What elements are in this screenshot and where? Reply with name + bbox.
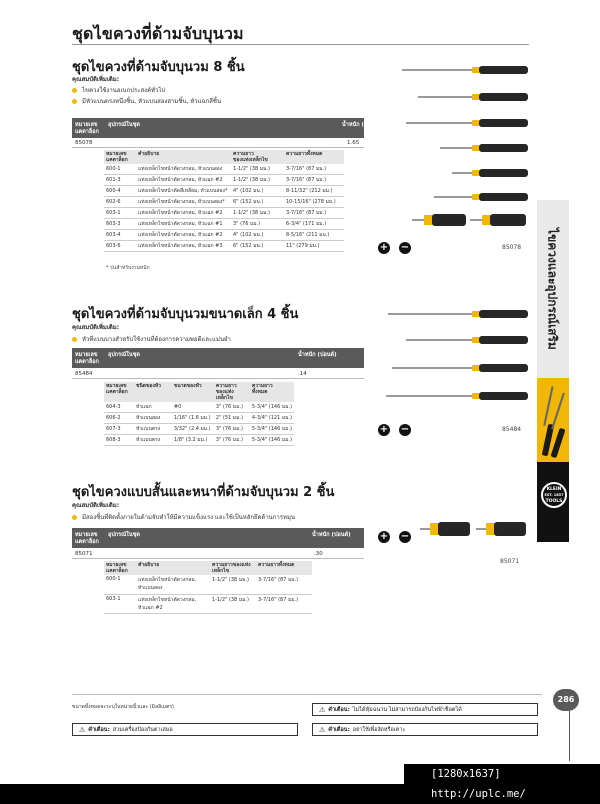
screwdriver-icon (388, 310, 528, 318)
bullet-icon (72, 88, 77, 93)
warning-text: สวมเครื่องป้องกันตาเสมอ (112, 726, 173, 733)
section-1-image-code: 85078 (502, 244, 522, 251)
section-2-table (104, 382, 294, 446)
table-row (104, 208, 344, 219)
header-contents: อุปกรณ์ในชุด (108, 532, 140, 538)
watermark-text: [1280x1637] http://uplc.me/ (404, 764, 600, 784)
cell: 6" (152 มม.) (231, 241, 284, 252)
col-header: ความยาว ของแท่ง เหล็กไข (214, 382, 250, 402)
warning-box (312, 723, 538, 736)
title-divider (72, 44, 529, 45)
header-weight: น้ำหนัก (ปอนด์) (298, 352, 337, 358)
screwdriver-icon (406, 336, 528, 344)
page-title: ชุดไขควงที่ด้ามจับบุนวม (72, 24, 244, 43)
logo-bottom-text: TOOLS (545, 499, 563, 504)
table-row (104, 241, 344, 252)
header-catalog: หมายเลข แคตาล็อก (75, 532, 99, 545)
table-row (104, 230, 344, 241)
cell: 3" (76 มม.) (214, 435, 250, 446)
cell: 603-1 (104, 594, 136, 613)
col-header: ความยาวทั้งหมด (284, 150, 344, 164)
cell: 3-7/16" (87 มม.) (256, 594, 312, 613)
warning-label: คำเตือน: (88, 726, 110, 733)
cell: 6-3/4" (171 มม.) (284, 219, 344, 230)
table-header-row (104, 150, 344, 164)
cell: 603-3 (104, 219, 136, 230)
section-3-header-bar (72, 528, 364, 548)
cell: แท่งเหล็กไขหน้าตัดวงกลม, หัวแฉก #2 (136, 230, 231, 241)
bullet-icon (72, 99, 77, 104)
cell: 1-1/2" (38 มม.) (210, 575, 256, 594)
klein-tools-logo (541, 482, 567, 508)
cell: 3-7/16" (87 มม.) (256, 575, 312, 594)
table-row (104, 175, 344, 186)
cell: 600-4 (104, 186, 136, 197)
table-row (104, 186, 344, 197)
cell: แท่งเหล็กไขหน้าตัดวงกลม, หัวแฉก #2 (136, 594, 210, 613)
header-weight: น้ำหนัก (ปอนด์) (342, 122, 381, 128)
table-row (104, 413, 294, 424)
cell: 3-7/16" (87 มม.) (284, 175, 344, 186)
sku-weight: .30 (314, 551, 323, 557)
cell: 600-1 (104, 164, 136, 175)
cell: 8-5/16" (211 มม.) (284, 230, 344, 241)
phillips-symbol-icon: + (379, 242, 389, 253)
warning-text: อย่าใช้เพื่องัดหรือเคาะ (352, 726, 406, 733)
screwdriver-photo-icon (537, 378, 569, 462)
feature-text: มีหัวแบนตรงหนึ่งชิ้น, หัวแบนสองสามชิ้น, หัวแฉกสี่ชิ้น (82, 98, 222, 105)
side-tab-label: ไขควงและอุปกรณ์เสริม (545, 228, 560, 350)
feature-text: มีสองชิ้นที่ติดตั้งภายในด้ามจับทำให้มีความแข็งแรง และใช้เป็นหลักยึดด้านการหมุน (82, 514, 296, 521)
cell: แท่งเหล็กไขหน้าตัดวงกลม, หัวแฉก #1 (136, 219, 231, 230)
feature-text: หัวที่แบนบางสำหรับใช้งานที่ต้องการความพอดีและแม่นยำ (82, 336, 231, 343)
cell: 1-1/2" (38 มม.) (231, 208, 284, 219)
warning-text: ไม่ได้หุ้มฉนวน ไม่สามารถป้องกันไฟฟ้าช็อตได้ (352, 706, 462, 713)
cell: 3/32" (2.4 มม.) (172, 424, 214, 435)
col-header: คำอธิบาย (136, 561, 210, 575)
section-3-table (104, 561, 312, 614)
header-contents: อุปกรณ์ในชุด (108, 122, 140, 128)
table-row (104, 402, 294, 413)
cell: 4" (102 มม.) (231, 230, 284, 241)
section-3-feature-1 (72, 512, 295, 522)
cell: 4" (102 มม.) (231, 186, 284, 197)
cell: 606-2 (104, 413, 134, 424)
cell: 604-3 (104, 402, 134, 413)
table-row (104, 435, 294, 446)
table-row (104, 594, 312, 613)
slotted-symbol-icon: − (400, 242, 410, 253)
warning-label: คำเตือน: (328, 706, 350, 713)
feature-text: ไขควงใช้งานอเนกประสงค์ทั่วไป (82, 87, 166, 94)
col-header: หมายเลข แคตาล็อก (104, 382, 134, 402)
table-row (104, 219, 344, 230)
warning-triangle-icon: ⚠ (319, 725, 326, 734)
col-header: ความยาวทั้งหมด (256, 561, 312, 575)
cell: 5-3/4" (146 มม.) (250, 435, 294, 446)
cell: #0 (172, 402, 214, 413)
stubby-screwdriver-icon (412, 214, 466, 226)
section-2-sku-row (72, 370, 364, 379)
cell: 11" (279 มม.) (284, 241, 344, 252)
cell: 2" (51 มม.) (214, 413, 250, 424)
col-header: ขนาดของหัว (172, 382, 214, 402)
cell: แท่งเหล็กไขหน้าตัดวงกลม, หัวแบนสอง* (136, 197, 231, 208)
cell: 607-3 (104, 424, 134, 435)
footer-divider (72, 694, 542, 695)
table-header-row (104, 561, 312, 575)
sku-number: 85484 (75, 371, 93, 377)
cell: 603-6 (104, 241, 136, 252)
cell: แท่งเหล็กไขหน้าตัดสี่เหลี่ยม, หัวแบนสอง* (136, 186, 231, 197)
cell: 6" (152 มม.) (231, 197, 284, 208)
stubby-screwdriver-icon (476, 522, 526, 536)
cell: หัวแบนตรง (134, 435, 172, 446)
table-row (104, 197, 344, 208)
table-row (104, 424, 294, 435)
cell: 3" (76 มม.) (214, 424, 250, 435)
section-1-table (104, 150, 344, 252)
col-header: ความยาว ทั้งหมด (250, 382, 294, 402)
warning-label: คำเตือน: (328, 726, 350, 733)
section-1-title: ชุดไขควงที่ด้ามจับบุนวม 8 ชิ้น (72, 60, 245, 75)
col-header: ความยาว ของแท่งเหล็กไข (231, 150, 284, 164)
page-edge-line (569, 711, 570, 761)
cell: 5-3/4" (146 มม.) (250, 402, 294, 413)
section-1-feature-1 (72, 85, 165, 95)
section-3-sku-row (72, 550, 364, 559)
cell: 1-1/2" (38 มม.) (210, 594, 256, 613)
cell: 603-1 (104, 208, 136, 219)
cell: หัวแบนตรง (134, 424, 172, 435)
sku-weight: .14 (298, 371, 307, 377)
warning-triangle-icon: ⚠ (79, 725, 86, 734)
screwdriver-icon (434, 193, 528, 201)
screwdriver-icon (386, 392, 528, 400)
cell: 5-3/4" (146 มม.) (250, 424, 294, 435)
table-row (104, 164, 344, 175)
screwdriver-icon (452, 169, 528, 177)
table-header-row (104, 382, 294, 402)
cell: 600-1 (104, 575, 136, 594)
section-1-footnote: * รุ่นสำหรับงานหนัก (106, 265, 150, 271)
cell: 601-3 (104, 175, 136, 186)
bullet-icon (72, 515, 77, 520)
section-1-sku-row (72, 139, 364, 148)
side-tab-yellow-block (537, 378, 569, 462)
cell: แท่งเหล็กไขหน้าตัดวงกลม, หัวแบนสอง (136, 164, 231, 175)
slotted-symbol-icon: − (400, 531, 410, 542)
stubby-screwdriver-icon (420, 522, 470, 536)
screwdriver-icon (440, 144, 528, 152)
sku-number: 85071 (75, 551, 93, 557)
cell: 1/16" (1.6 มม.) (172, 413, 214, 424)
warning-box (312, 703, 538, 716)
cell: 608-3 (104, 435, 134, 446)
header-contents: อุปกรณ์ในชุด (108, 352, 140, 358)
section-2-header-bar (72, 348, 364, 368)
phillips-symbol-icon: + (379, 531, 389, 542)
section-1-feature-2 (72, 96, 221, 106)
phillips-symbol-icon: + (379, 424, 389, 435)
section-3-title: ชุดไขควงแบบสั้นและหนาที่ด้ามจับบุนวม 2 ชิ้น (72, 485, 335, 500)
logo-top-text: KLEIN (546, 487, 562, 492)
screwdriver-icon (406, 119, 528, 127)
section-2-feature-1 (72, 334, 231, 344)
unit-note: ขนาดทั้งหมดจะระบุในหน่วยนิ้วและ (มิลลิเมตร) (72, 704, 174, 710)
slotted-symbol-icon: − (400, 424, 410, 435)
cell: 1-1/2" (38 มม.) (231, 164, 284, 175)
col-header: คำอธิบาย (136, 150, 231, 164)
cell: หัวแบนสอง (134, 413, 172, 424)
col-header: หมายเลข แคตาล็อก (104, 561, 136, 575)
section-3-image-code: 85071 (500, 558, 520, 565)
sku-weight: 1.65 (347, 140, 360, 146)
cell: 10-15/16" (278 มม.) (284, 197, 344, 208)
sku-number: 85078 (75, 140, 93, 146)
col-header: หมายเลข แคตาล็อก (104, 150, 136, 164)
section-3-features-label: คุณสมบัติเพิ่มเติม: (72, 502, 120, 509)
cell: 8-11/32" (212 มม.) (284, 186, 344, 197)
cell: 3" (76 มม.) (231, 219, 284, 230)
header-catalog: หมายเลข แคตาล็อก (75, 122, 99, 135)
cell: 3-7/16" (87 มม.) (284, 208, 344, 219)
cell: แท่งเหล็กไขหน้าตัดวงกลม, หัวแฉก #2 (136, 175, 231, 186)
warning-box (72, 723, 298, 736)
section-2-image-code: 85484 (502, 426, 522, 433)
section-1-header-bar (72, 118, 381, 138)
screwdriver-icon (402, 66, 528, 74)
cell: 1/8" (3.2 มม.) (172, 435, 214, 446)
cell: 602-6 (104, 197, 136, 208)
header-catalog: หมายเลข แคตาล็อก (75, 352, 99, 365)
col-header: ความยาวของแท่ง เหล็กไข (210, 561, 256, 575)
cell: แท่งเหล็กไขหน้าตัดวงกลม, หัวแฉก #2 (136, 208, 231, 219)
screwdriver-icon (392, 364, 528, 372)
warning-triangle-icon: ⚠ (319, 705, 326, 714)
logo-middle-text: EST. 1857 (544, 493, 564, 497)
section-1-features-label: คุณสมบัติเพิ่มเติม: (72, 76, 120, 83)
screwdriver-icon (418, 93, 528, 101)
cell: แท่งเหล็กไขหน้าตัดวงกลม, หัวแบนสอง (136, 575, 210, 594)
bullet-icon (72, 337, 77, 342)
page-number: 286 (553, 689, 579, 711)
section-2-features-label: คุณสมบัติเพิ่มเติม: (72, 324, 120, 331)
cell: 603-4 (104, 230, 136, 241)
cell: 3-7/16" (87 มม.) (284, 164, 344, 175)
cell: หัวแฉก (134, 402, 172, 413)
cell: 3" (76 มม.) (214, 402, 250, 413)
section-2-title: ชุดไขควงที่ด้ามจับบุนวมขนาดเล็ก 4 ชิ้น (72, 307, 299, 322)
col-header: ชนิดของหัว (134, 382, 172, 402)
stubby-screwdriver-icon (470, 214, 526, 226)
table-row (104, 575, 312, 594)
cell: แท่งเหล็กไขหน้าตัดวงกลม, หัวแฉก #3 (136, 241, 231, 252)
cell: 4-3/4" (121 มม.) (250, 413, 294, 424)
header-weight: น้ำหนัก (ปอนด์) (312, 532, 351, 538)
cell: 1-1/2" (38 มม.) (231, 175, 284, 186)
